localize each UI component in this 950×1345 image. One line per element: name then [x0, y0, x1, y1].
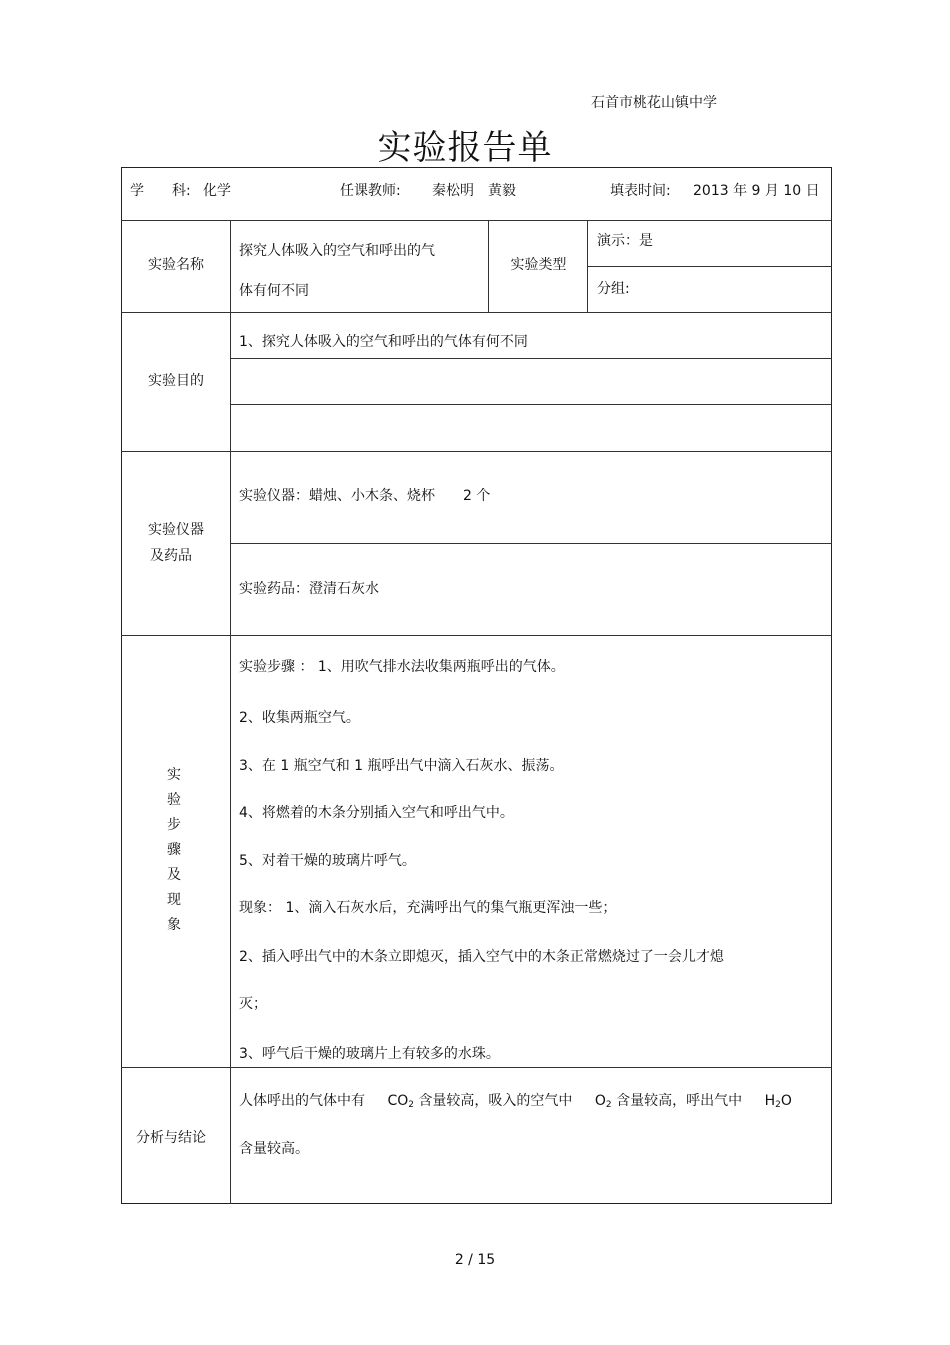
steps-label	[166, 763, 182, 938]
equipment-label-line2: 及药品	[150, 548, 192, 564]
subject-value: 化学	[203, 183, 231, 199]
teacher-label: 任课教师:	[340, 183, 401, 199]
step-line: 5、对着干燥的玻璃片呼气。	[239, 853, 416, 869]
experiment-type-label: 实验类型	[510, 257, 567, 273]
instruments-text: 实验仪器：蜡烛、小木条、烧杯 2 个	[239, 488, 491, 504]
conclusion-line2: 含量较高。	[239, 1141, 309, 1157]
purpose-label: 实验目的	[148, 373, 204, 389]
cell-divider	[588, 266, 832, 267]
steps-label-char: 实	[167, 767, 181, 783]
conclusion-label: 分析与结论	[136, 1130, 206, 1146]
phenomenon-line: 2、插入呼出气中的木条立即熄灭，插入空气中的木条正常燃烧过了一会儿才熄	[239, 949, 724, 965]
cell-divider	[231, 404, 832, 405]
step-line: 3、在 1 瓶空气和 1 瓶呼出气中滴入石灰水、振荡。	[239, 758, 564, 774]
phenomenon-line: 灭；	[239, 996, 267, 1012]
experiment-name-line1: 探究人体吸入的空气和呼出的气	[239, 243, 435, 259]
row-divider	[121, 451, 832, 452]
row-divider	[121, 312, 832, 313]
page-number: 2 / 15	[454, 1252, 496, 1268]
row-divider	[121, 1067, 832, 1068]
teacher-names: 秦松明 黄毅	[432, 183, 516, 199]
steps-label-char: 步	[167, 817, 181, 833]
page-title: 实验报告单	[377, 128, 553, 168]
subject-label: 学 科:	[130, 183, 191, 199]
steps-label-char: 验	[167, 792, 181, 808]
cell-divider	[231, 543, 832, 544]
purpose-item: 1、探究人体吸入的空气和呼出的气体有何不同	[239, 334, 528, 350]
conclusion-text: 含量较高，呼出气中	[616, 1093, 743, 1109]
steps-label-char: 骤	[167, 842, 181, 858]
group-type: 分组:	[597, 281, 630, 297]
co2-formula: $CO_2$	[387, 1093, 414, 1110]
equipment-label-line1: 实验仪器	[148, 522, 204, 538]
steps-label-char: 及	[167, 867, 181, 883]
steps-label-char: 现	[167, 892, 181, 908]
h2o-formula: $H_2O$	[764, 1093, 792, 1110]
reagents-text: 实验药品：澄清石灰水	[239, 581, 379, 597]
column-divider	[230, 220, 231, 1204]
date-value: 2013 年 9 月 10 日	[693, 183, 820, 199]
experiment-name-line2: 体有何不同	[239, 283, 309, 299]
demo-type: 演示：是	[597, 233, 653, 249]
row-divider	[121, 635, 832, 636]
school-name: 石首市桃花山镇中学	[591, 95, 717, 111]
row-divider	[121, 220, 832, 221]
conclusion-text: 含量较高，吸入的空气中	[418, 1093, 573, 1109]
conclusion-line1	[239, 1092, 792, 1114]
phenomenon-line: 现象： 1、滴入石灰水后，充满呼出气的集气瓶更浑浊一些；	[239, 900, 617, 916]
steps-label-char: 象	[167, 917, 181, 933]
step-line: 实验步骤 ： 1、用吹气排水法收集两瓶呼出的气体。	[239, 659, 565, 675]
cell-divider	[231, 358, 832, 359]
date-label: 填表时间:	[610, 183, 671, 199]
o2-formula: $O_2$	[594, 1093, 612, 1110]
step-line: 4、将燃着的木条分别插入空气和呼出气中。	[239, 805, 514, 821]
step-line: 2、收集两瓶空气。	[239, 710, 360, 726]
experiment-name-label: 实验名称	[148, 257, 204, 273]
conclusion-text: 人体呼出的气体中有	[239, 1093, 365, 1109]
phenomenon-line: 3、呼气后干燥的玻璃片上有较多的水珠。	[239, 1046, 500, 1062]
